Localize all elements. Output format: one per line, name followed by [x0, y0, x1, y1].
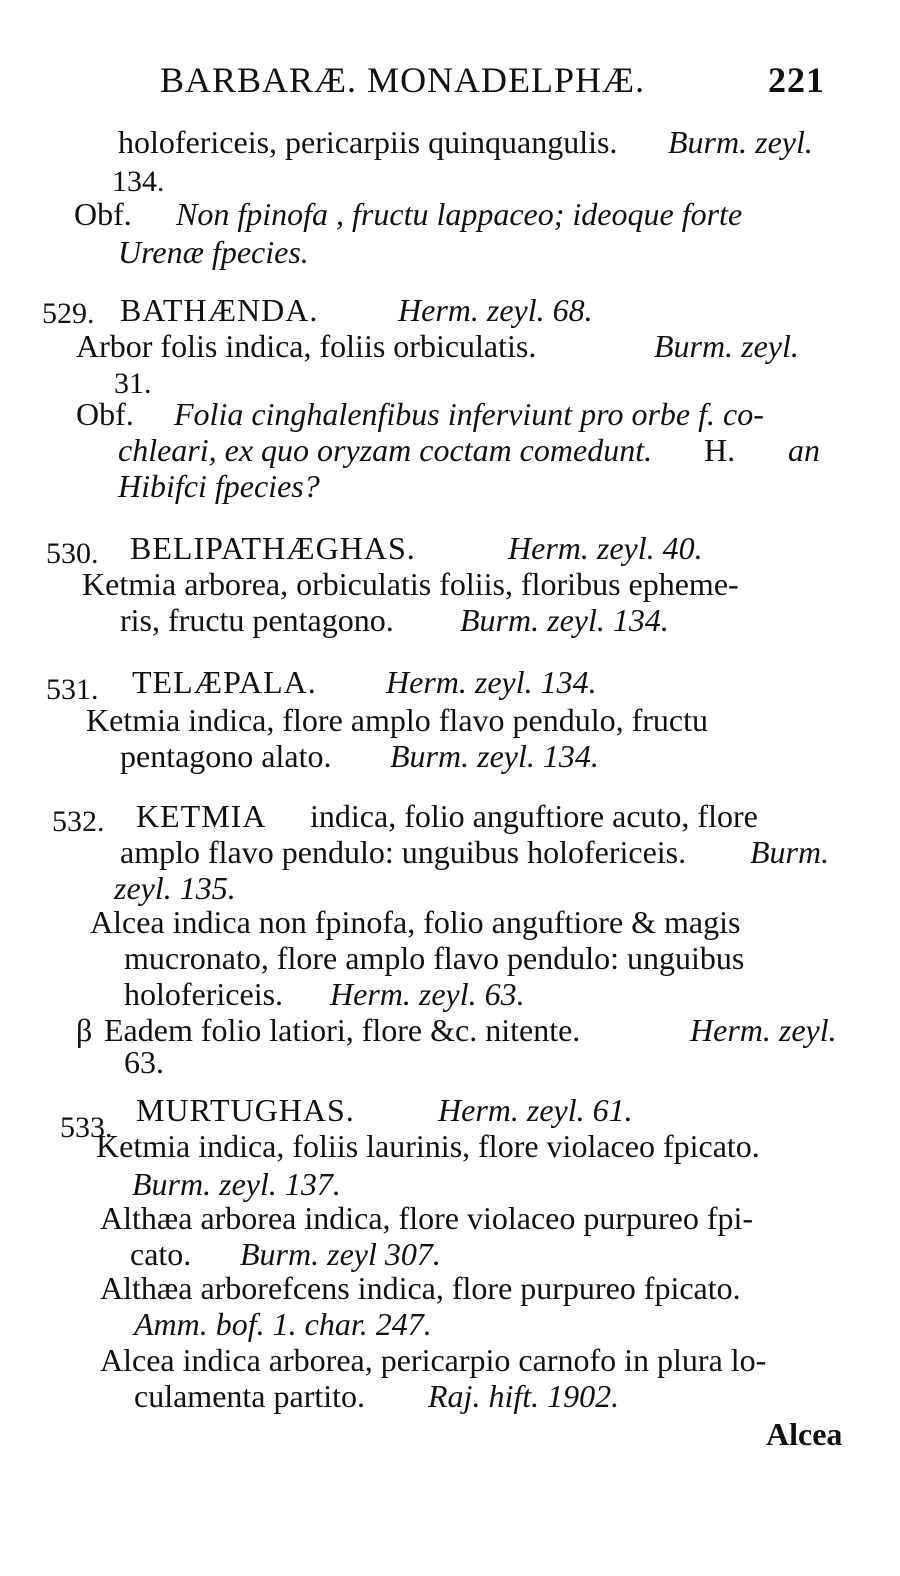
- entry-number: 530.: [46, 537, 99, 570]
- text-line: Althæa arborea indica, flore violaceo purpureo fpi-: [100, 1200, 754, 1236]
- obs-text: Folia cinghalenfibus inferviunt pro orbe f. co-: [174, 396, 764, 432]
- text-line: culamenta partito.: [134, 1378, 366, 1414]
- citation: Burm. zeyl 307.: [240, 1236, 441, 1272]
- citation: Burm. zeyl. 137.: [132, 1166, 341, 1202]
- entry-reference: Herm. zeyl. 61.: [438, 1092, 633, 1128]
- text-line: H.: [704, 432, 736, 468]
- obs-label: Obf.: [74, 196, 132, 232]
- entry-name: BATHÆNDA.: [120, 292, 319, 328]
- entry-reference: Herm. zeyl. 40.: [508, 530, 703, 566]
- entry-number: 529.: [42, 297, 95, 330]
- citation: Herm. zeyl. 63.: [330, 976, 525, 1012]
- obs-text: Hibifci fpecies?: [118, 468, 320, 504]
- entry-reference: Herm. zeyl. 68.: [398, 292, 593, 328]
- entry-name: MURTUGHAS.: [136, 1092, 355, 1128]
- obs-text: Urenæ fpecies.: [118, 234, 309, 270]
- entry-reference: Herm. zeyl. 134.: [386, 664, 597, 700]
- obs-text: Non fpinofa , fructu lappaceo; ideoque forte: [176, 196, 743, 232]
- text-line: amplo flavo pendulo: unguibus holofericeis.: [120, 834, 687, 870]
- text-line: Ketmia indica, flore amplo flavo pendulo, fructu: [86, 702, 709, 738]
- citation: Raj. hift. 1902.: [428, 1378, 620, 1414]
- text-line: mucronato, flore amplo flavo pendulo: unguibus: [124, 940, 745, 976]
- entry-name: TELÆPALA.: [132, 664, 317, 700]
- page-number: 221: [768, 60, 825, 100]
- text-line: Alcea indica non fpinofa, folio anguftiore & magis: [90, 904, 741, 940]
- text-line: Althæa arborefcens indica, flore purpureo fpicato.: [100, 1270, 741, 1306]
- text-line: cato.: [130, 1236, 192, 1272]
- text-line: 31.: [114, 367, 152, 400]
- obs-label: Obf.: [76, 396, 134, 432]
- citation: Burm.: [750, 834, 830, 870]
- obs-text: chleari, ex quo oryzam coctam comedunt.: [118, 432, 653, 468]
- entry-number: 531.: [46, 673, 99, 706]
- text-line: Ketmia indica, foliis laurinis, flore violaceo fpicato.: [96, 1128, 760, 1164]
- catchword: Alcea: [766, 1416, 843, 1452]
- citation: Herm. zeyl.: [690, 1012, 837, 1048]
- text-line: ris, fructu pentagono.: [120, 602, 394, 638]
- entry-name: KETMIA: [136, 798, 267, 834]
- text-line: holofericeis, pericarpiis quinquangulis.: [118, 124, 618, 160]
- citation: Burm. zeyl.: [668, 124, 813, 160]
- citation: zeyl. 135.: [114, 870, 236, 906]
- text-line: holofericeis.: [124, 976, 284, 1012]
- text-line: pentagono alato.: [120, 738, 332, 774]
- citation: Burm. zeyl.: [654, 328, 799, 364]
- citation: Burm. zeyl. 134.: [390, 738, 599, 774]
- entry-name: BELIPATHÆGHAS.: [130, 530, 416, 566]
- citation: Amm. bof. 1. char. 247.: [134, 1306, 432, 1342]
- text-line: 63.: [124, 1044, 164, 1080]
- entry-number: 533.: [60, 1111, 113, 1144]
- entry-number: 532.: [52, 805, 105, 838]
- text-line: 134.: [112, 165, 165, 198]
- text-line: Ketmia arborea, orbiculatis foliis, floribus epheme-: [82, 566, 739, 602]
- obs-text: an: [788, 432, 820, 468]
- variety-symbol: β: [76, 1012, 93, 1048]
- citation: Burm. zeyl. 134.: [460, 602, 669, 638]
- text-line: Alcea indica arborea, pericarpio carnofo in plura lo-: [100, 1342, 767, 1378]
- text-line: Eadem folio latiori, flore &c. nitente.: [104, 1012, 581, 1048]
- text-line: Arbor folis indica, foliis orbiculatis.: [76, 328, 537, 364]
- running-title: BARBARÆ. MONADELPHÆ.: [160, 60, 646, 100]
- entry-lead-text: indica, folio anguftiore acuto, flore: [310, 798, 758, 834]
